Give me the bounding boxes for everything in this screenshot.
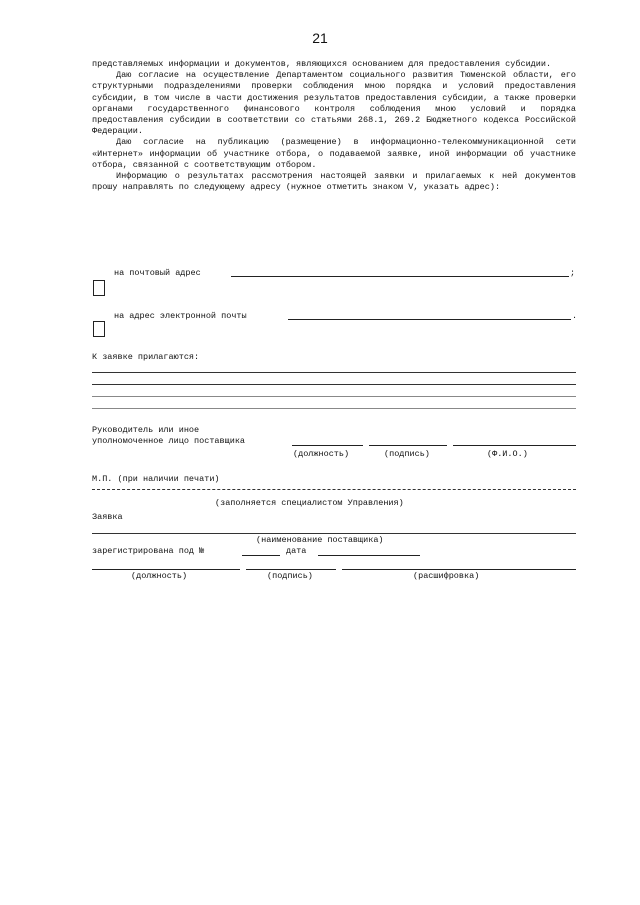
postal-address-label: на почтовый адрес bbox=[114, 268, 201, 278]
registrar-position-caption: (должность) bbox=[131, 571, 188, 581]
application-label: Заявка bbox=[92, 512, 123, 522]
paragraph-result-address: Информацию о результатах рассмотрения настоящей заявки и прилагаемых к ней документов прошу направлять по следующему адресу (нужное отметить знаком V, указать адрес): bbox=[92, 171, 576, 193]
paragraph-continuation: представляемых информации и документов, являющихся основанием для предоставления субсидии. bbox=[92, 59, 552, 69]
supplier-name-line[interactable] bbox=[92, 533, 576, 534]
office-use-note: (заполняется специалистом Управления) bbox=[215, 498, 404, 508]
registrar-position-line[interactable] bbox=[92, 560, 240, 570]
registered-label: зарегистрирована под № bbox=[92, 546, 205, 556]
page-number: 21 bbox=[312, 30, 328, 46]
signature-sign-line[interactable] bbox=[369, 436, 447, 446]
attachment-line-2[interactable] bbox=[92, 384, 576, 385]
postal-address-line[interactable] bbox=[231, 265, 569, 277]
registration-number-line[interactable] bbox=[242, 546, 280, 556]
postal-address-end: ; bbox=[570, 268, 576, 278]
attachment-line-1[interactable] bbox=[92, 372, 576, 373]
postal-address-checkbox[interactable] bbox=[93, 280, 105, 296]
email-address-label: на адрес электронной почты bbox=[114, 311, 247, 321]
paragraph-consent-inspection: Даю согласие на осуществление Департаментом социального развития Тюменской области, его структурными подразделениями проверки соблюдения мною порядка и условий предоставления субсидии, в том числе в части достижения результатов предоставления субсидии, а также проверки органами государственного финансового контроля соблюдения мною условий и порядка предоставления субсидии в соответствии со статьями 268.1, 269.2 Бюджетного кодекса Российской Федерации. bbox=[92, 70, 576, 137]
signature-name-caption: (Ф.И.О.) bbox=[487, 449, 528, 459]
registrar-decode-line[interactable] bbox=[342, 560, 576, 570]
signature-position-caption: (должность) bbox=[293, 449, 350, 459]
registrar-decode-caption: (расшифровка) bbox=[413, 571, 480, 581]
stamp-label: М.П. (при наличии печати) bbox=[92, 474, 220, 484]
signature-position-line[interactable] bbox=[292, 436, 363, 446]
paragraph-consent-publication: Даю согласие на публикацию (размещение) в информационно-телекоммуникационной сети «Интернет» информации об участнике отбора, о подаваемой заявке, иной информации об участнике отбора, связанной с соответствующим отбором. bbox=[92, 137, 576, 170]
registration-date-line[interactable] bbox=[318, 546, 420, 556]
attachment-line-3[interactable] bbox=[92, 396, 576, 397]
attachment-line-4[interactable] bbox=[92, 408, 576, 409]
document-body bbox=[92, 59, 576, 193]
registrar-sign-caption: (подпись) bbox=[267, 571, 313, 581]
registrar-sign-line[interactable] bbox=[246, 560, 336, 570]
attachments-label: К заявке прилагаются: bbox=[92, 352, 200, 362]
office-use-separator bbox=[92, 489, 576, 490]
email-address-end: . bbox=[572, 311, 578, 321]
signature-title-line1: Руководитель или иное bbox=[92, 425, 200, 435]
date-label: дата bbox=[286, 546, 307, 556]
signature-name-line[interactable] bbox=[453, 436, 576, 446]
signature-title-line2: уполномоченное лицо поставщика bbox=[92, 436, 246, 446]
email-address-checkbox[interactable] bbox=[93, 321, 105, 337]
supplier-name-caption: (наименование поставщика) bbox=[256, 535, 384, 545]
signature-sign-caption: (подпись) bbox=[384, 449, 430, 459]
email-address-line[interactable] bbox=[288, 308, 571, 320]
